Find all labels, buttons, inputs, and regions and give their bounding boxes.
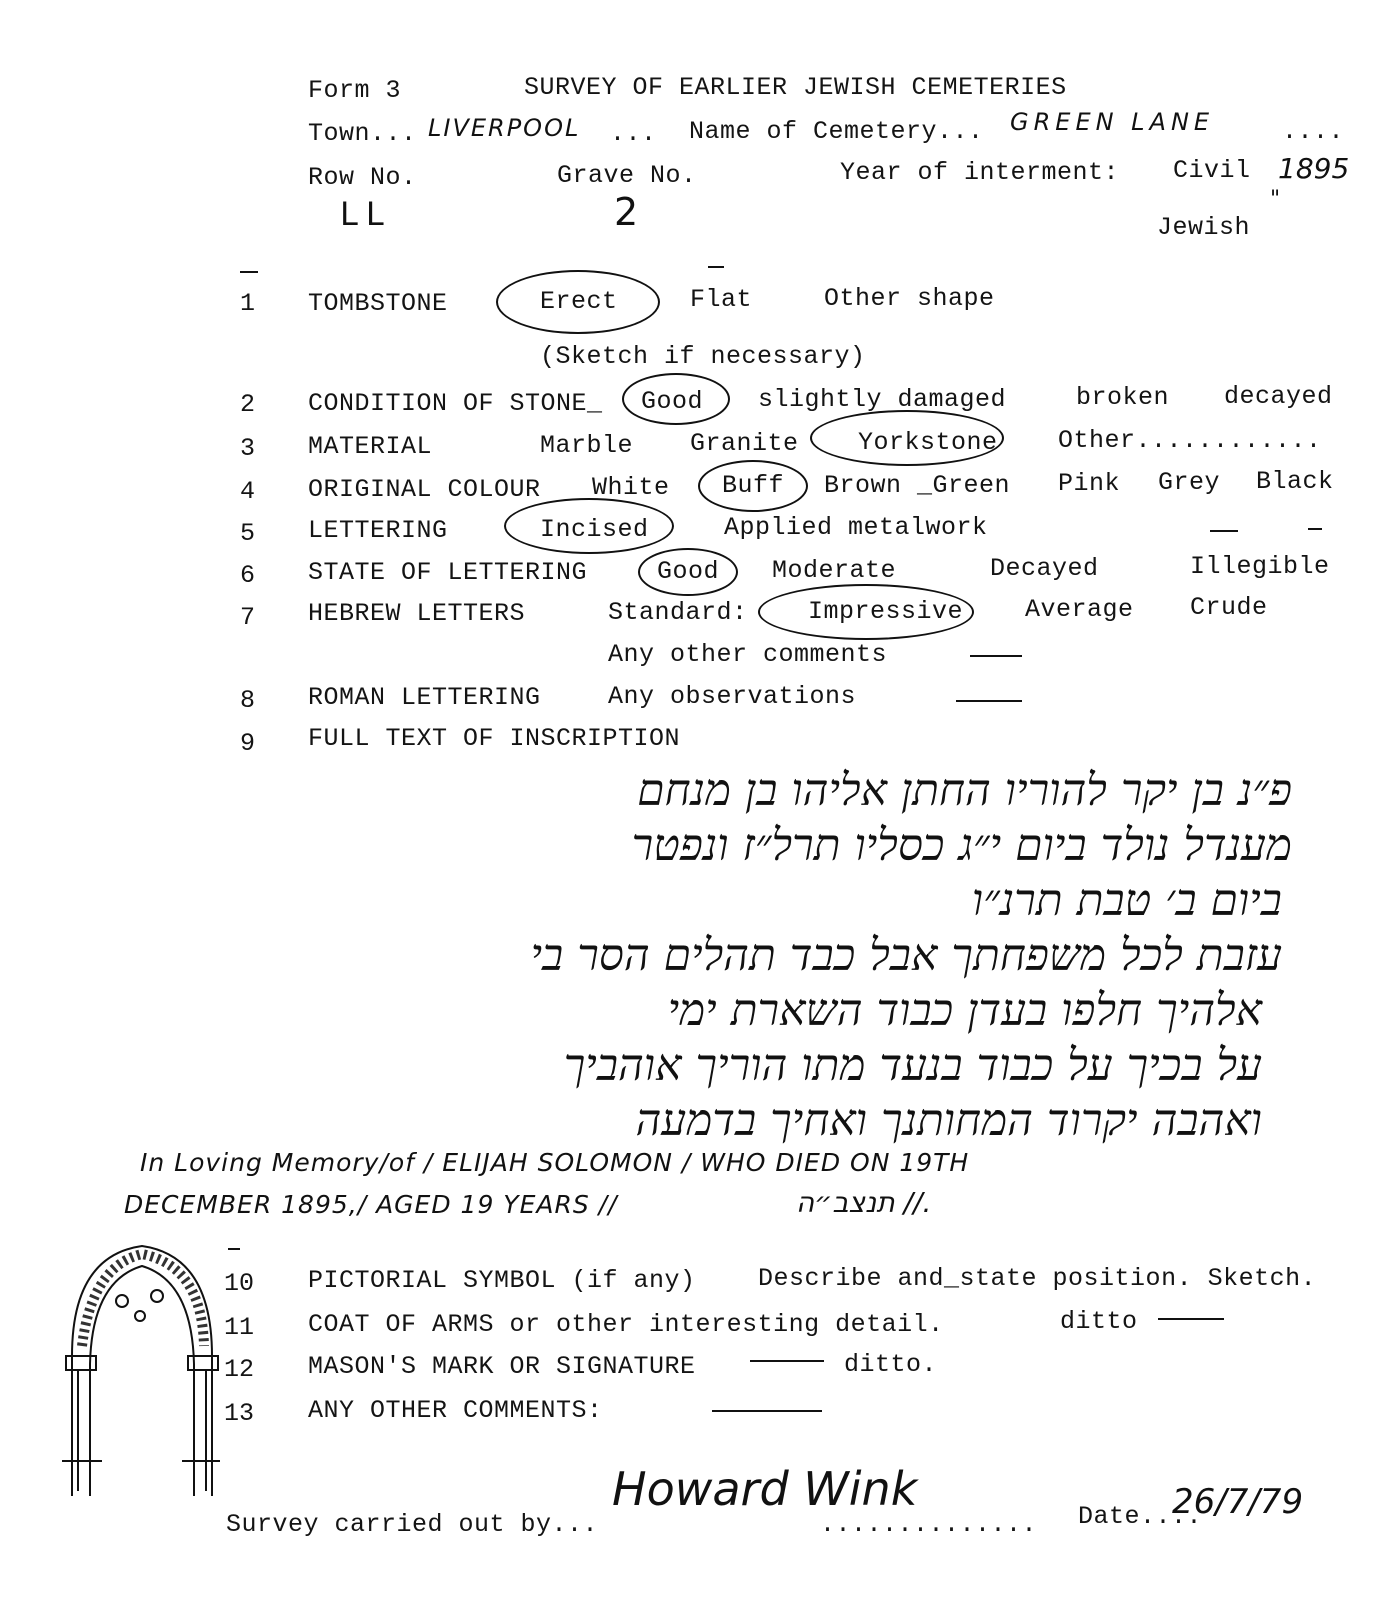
item-label-lettering: LETTERING: [308, 516, 448, 545]
option-pink: Pink: [1058, 469, 1121, 498]
cemetery-dots: ....: [1282, 117, 1345, 146]
hebrew-line: על בכיך על כבוד בנעד מתו הוריך אוהביך: [563, 1040, 1262, 1091]
option-incised: Incised: [540, 515, 649, 544]
dash-mark: [1158, 1318, 1224, 1320]
option-slightly-damaged: slightly damaged: [758, 385, 1007, 414]
circle-mark: [810, 410, 1004, 466]
option-brown-green: Brown _Green: [824, 471, 1011, 500]
dash-mark: [956, 700, 1022, 702]
item-number: 4: [240, 477, 256, 506]
option-decayed: decayed: [1224, 382, 1333, 411]
option-granite: Granite: [690, 429, 799, 458]
sketch-note: (Sketch if necessary): [540, 342, 866, 371]
jewish-value: ": [1270, 187, 1281, 212]
civil-label: Civil: [1173, 156, 1251, 185]
year-label: Year of interment:: [840, 158, 1120, 187]
option-buff: Buff: [722, 471, 785, 500]
ditto-note: ditto.: [844, 1350, 938, 1379]
divider-mark: [240, 271, 258, 273]
item-number: 8: [240, 686, 256, 715]
item-label-hebrew: HEBREW LETTERS: [308, 599, 526, 628]
hebrew-line: עזבת לכל משפחתך אבל כבד תהלים הסר בי: [530, 930, 1282, 981]
circle-mark: [698, 460, 808, 512]
date-label: Date....: [1078, 1502, 1203, 1531]
date-value: 26/7/79: [1172, 1482, 1304, 1522]
item-label-state: STATE OF LETTERING: [308, 558, 588, 587]
dash-mark: [1210, 530, 1238, 532]
item-label-other-comments: ANY OTHER COMMENTS:: [308, 1396, 603, 1425]
dash-mark: [1308, 528, 1322, 530]
item-number: 3: [240, 434, 256, 463]
item-number: 2: [240, 390, 256, 419]
item-label-inscription: FULL TEXT OF INSCRIPTION: [308, 724, 681, 753]
hebrew-line: ביום ב׳ טבת תרנ״ו: [971, 875, 1282, 926]
hebrew-line: מענדל נולד ביום י״ג כסליו תרל״ז ונפטר: [631, 820, 1292, 871]
english-inscription-tail: תנצב״ה //.: [796, 1186, 932, 1219]
option-white: White: [592, 473, 670, 502]
dash-mark: [750, 1360, 824, 1362]
dash-mark: [228, 1248, 240, 1250]
town-dots: ...: [610, 119, 657, 148]
option-applied-metalwork: Applied metalwork: [724, 513, 988, 542]
pictorial-instruction: Describe and_state position. Sketch.: [758, 1264, 1317, 1293]
item-number: 11: [224, 1313, 255, 1342]
item-label-material: MATERIAL: [308, 432, 433, 461]
survey-dots: ..............: [820, 1510, 1038, 1539]
item-label-mason: MASON'S MARK OR SIGNATURE: [308, 1352, 696, 1381]
town-label: Town...: [308, 119, 417, 148]
item-label-pictorial: PICTORIAL SYMBOL (if any): [308, 1266, 696, 1295]
survey-label: Survey carried out by...: [226, 1510, 599, 1539]
option-average: Average: [1025, 595, 1134, 624]
option-crude: Crude: [1190, 593, 1268, 622]
ditto-note: ditto: [1060, 1307, 1138, 1336]
option-yorkstone: Yorkstone: [858, 428, 998, 457]
gothic-arch-sketch: [52, 1236, 222, 1506]
item-label-roman: ROMAN LETTERING: [308, 683, 541, 712]
cemetery-label: Name of Cemetery...: [689, 117, 984, 146]
option-other: Other............: [1058, 426, 1322, 455]
option-moderate: Moderate: [772, 556, 897, 585]
item-number: 1: [240, 289, 256, 318]
item-number: 7: [240, 603, 256, 632]
hebrew-line: אלהיך חלפו בעדן כבוד השארת ימי: [667, 985, 1262, 1036]
item-label-colour: ORIGINAL COLOUR: [308, 475, 541, 504]
option-black: Black: [1256, 467, 1334, 496]
option-erect: Erect: [540, 287, 618, 316]
item-number: 10: [224, 1269, 255, 1298]
grave-label: Grave No.: [557, 161, 697, 190]
circle-mark: [758, 584, 974, 640]
row-value: LL: [340, 195, 392, 233]
dash-mark: [970, 655, 1022, 657]
english-inscription-line: In Loving Memory/of / ELIJAH SOLOMON / WHO DIED ON 19TH: [140, 1148, 970, 1177]
circle-mark: [504, 498, 674, 554]
option-impressive: Impressive: [808, 597, 964, 626]
option-grey: Grey: [1158, 468, 1221, 497]
other-comments-label: Any other comments: [608, 640, 888, 669]
surveyor-signature: Howard Wink: [612, 1462, 918, 1516]
item-label-tombstone: TOMBSTONE: [308, 289, 448, 318]
circle-mark: [496, 270, 660, 334]
cemetery-value: GREEN LANE: [1010, 108, 1215, 136]
dash-mark: [712, 1410, 822, 1412]
option-observations: Any observations: [608, 682, 857, 711]
option-good-state: Good: [657, 557, 720, 586]
hebrew-line: פ״נ בן יקר להוריו החתן אליהו בן מנחם: [637, 765, 1292, 816]
item-label-coat-of-arms: COAT OF ARMS or other interesting detail.: [308, 1310, 944, 1339]
option-good: Good: [641, 387, 704, 416]
item-label-condition: CONDITION OF STONE_: [308, 389, 603, 418]
option-decayed-state: Decayed: [990, 554, 1099, 583]
option-flat: Flat: [690, 285, 753, 314]
row-label: Row No.: [308, 163, 417, 192]
option-standard: Standard:: [608, 598, 748, 627]
item-number: 12: [224, 1355, 255, 1384]
option-illegible: Illegible: [1190, 552, 1330, 581]
option-marble: Marble: [540, 431, 634, 460]
item-number: 6: [240, 561, 256, 590]
jewish-label: Jewish: [1157, 213, 1251, 242]
document-title: SURVEY OF EARLIER JEWISH CEMETERIES: [524, 73, 1067, 102]
form-number: Form 3: [308, 76, 402, 105]
hebrew-line: ואהבה יקרוד המחותנך ואחיך בדמעה: [635, 1095, 1262, 1146]
civil-value: 1895: [1278, 152, 1350, 185]
option-broken: broken: [1076, 383, 1170, 412]
grave-value: 2: [614, 190, 639, 234]
item-number: 13: [224, 1399, 255, 1428]
circle-mark: [638, 548, 738, 596]
town-value: LIVERPOOL: [428, 114, 581, 142]
divider-mark: [708, 266, 724, 268]
option-other-shape: Other shape: [824, 284, 995, 313]
circle-mark: [622, 373, 730, 425]
item-number: 5: [240, 519, 256, 548]
english-inscription-line: DECEMBER 1895,/ AGED 19 YEARS //: [124, 1190, 618, 1219]
item-number: 9: [240, 729, 256, 758]
